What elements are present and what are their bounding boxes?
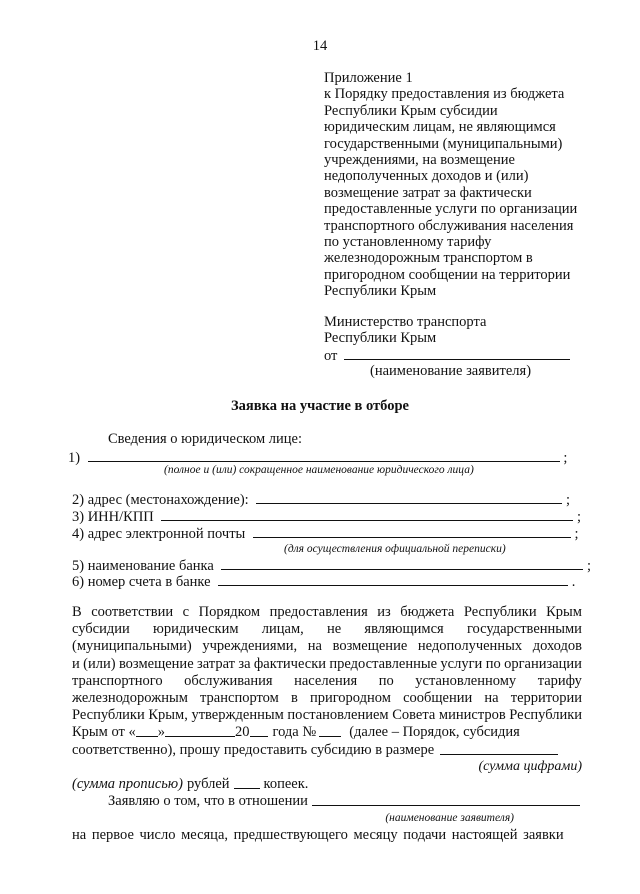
word: субсидии (72, 621, 130, 638)
appendix-line: государственными (муниципальными) (324, 135, 563, 152)
appendix-line: железнодорожным транспортом в (324, 250, 533, 267)
addressee-line: Республики Крым (324, 330, 437, 347)
word: предоставленные (329, 655, 438, 672)
bank-name-field[interactable] (221, 557, 583, 570)
applicant-hint: (наименование заявителя) (385, 812, 514, 825)
text-run: года № (272, 724, 317, 741)
month-field[interactable] (165, 724, 235, 737)
paragraph-line (72, 707, 582, 724)
from-hint: (наименование заявителя) (370, 363, 532, 380)
addressee-line: Министерство транспорта (324, 314, 487, 330)
paragraph-line (72, 621, 582, 638)
email-field[interactable] (253, 525, 571, 538)
appendix-line: учреждениями, на возмещение (324, 151, 515, 168)
paragraph-line (72, 690, 582, 707)
text-run: на первое число месяца, предшествующего месяцу подачи настоящей заявки (72, 827, 564, 844)
word: являющимся (364, 621, 444, 638)
field-4-row (72, 525, 579, 543)
paragraph-line (72, 793, 582, 810)
field-4-label: 4) адрес электронной почты (72, 526, 246, 542)
word: транспортом (200, 689, 279, 706)
appendix-line: возмещение затрат за фактически (324, 184, 532, 201)
appendix-line: юридическим лицам, не являющимся (324, 119, 556, 136)
appendix-line: по установленному тарифу (324, 233, 492, 250)
period: . (571, 574, 576, 590)
from-row (324, 347, 614, 363)
paragraph-line (72, 776, 582, 793)
word: установленному (415, 672, 517, 689)
addressee-block (324, 314, 614, 380)
address-field[interactable] (256, 491, 562, 504)
appendix-line: предоставленные услуги по организации (324, 201, 578, 218)
appendix-header (324, 70, 614, 299)
word: не (326, 621, 342, 638)
word: тарифу (537, 672, 582, 689)
appendix-line: Республики Крым субсидии (324, 102, 498, 119)
word: Республики (463, 604, 537, 620)
subsidy-amount-digits-field[interactable] (440, 742, 558, 755)
word: по (485, 655, 501, 672)
field-1-label: 1) (68, 450, 81, 466)
text-run: » (157, 724, 165, 741)
word: обслуживания (184, 672, 273, 689)
semicolon: ; (565, 492, 570, 508)
legal-entity-name-field[interactable] (88, 449, 560, 462)
paragraph-line (72, 604, 582, 621)
paragraph-line (72, 742, 582, 759)
field-3-label: 3) ИНН/КПП (72, 509, 154, 525)
semicolon: ; (577, 509, 582, 525)
appendix-line: пригородном сообщении на территории (324, 266, 571, 283)
word: (муниципальными) (72, 638, 192, 655)
appendix-line: к Порядку предоставления из бюджета (324, 86, 565, 103)
field-2-label: 2) адрес (местонахождение): (72, 492, 249, 508)
field-6-label: 6) номер счета в банке (72, 574, 211, 590)
resolution-number-field[interactable] (319, 724, 341, 737)
word: фактически (253, 655, 327, 672)
word: из (377, 604, 391, 620)
word: предоставления (269, 604, 368, 620)
word: пригородном (309, 689, 391, 706)
text-run: Республики Крым, утвержденным постановлением Совета министров Республики (72, 707, 583, 724)
application-paragraph (72, 604, 582, 845)
field-2-row (72, 491, 570, 509)
year-field[interactable] (250, 724, 268, 737)
appendix-line: недополученных доходов и (или) (324, 168, 529, 185)
appendix-line: Приложение 1 (324, 70, 413, 86)
word: В (72, 604, 82, 620)
text-run: 20 (235, 724, 250, 741)
word: на (307, 638, 322, 655)
word: государственными (466, 621, 582, 638)
word: сообщении (403, 689, 473, 706)
text-run: соответственно), прошу предоставить субсидию в размере (72, 741, 435, 758)
from-label: от (324, 347, 338, 364)
word: возмещение (332, 638, 408, 655)
word: затрат (197, 655, 235, 672)
paragraph-line (72, 724, 582, 741)
word: Порядком (198, 604, 261, 620)
kopecks-field[interactable] (234, 776, 260, 789)
word: транспортного (72, 672, 163, 689)
inn-kpp-field[interactable] (161, 508, 573, 521)
applicant-name-field[interactable] (344, 347, 570, 360)
word: лицам, (261, 621, 304, 638)
word: территории (510, 689, 582, 706)
word: с (182, 604, 190, 620)
semicolon: ; (574, 526, 579, 542)
word: соответствии (91, 604, 174, 620)
word: бюджета (400, 604, 455, 620)
field-3-row (72, 508, 581, 526)
paragraph-line (72, 810, 582, 827)
word: населения (294, 672, 358, 689)
semicolon: ; (563, 450, 568, 466)
text-run: (сумма прописью) (72, 775, 183, 792)
semicolon: ; (587, 558, 592, 574)
word: по (378, 672, 394, 689)
text-run: Заявляю о том, что в отношении (108, 793, 308, 810)
paragraph-line (72, 827, 582, 844)
page-number: 14 (312, 38, 328, 54)
word: недополученных (417, 638, 523, 655)
paragraph-line (72, 759, 582, 776)
field-4-hint: (для осуществления официальной переписки) (284, 543, 506, 555)
document-title: Заявка на участие в отборе (231, 398, 409, 414)
word: услуги (440, 655, 483, 672)
word: юридическим (153, 621, 239, 638)
text-run: копеек. (263, 775, 309, 792)
word: организации (504, 655, 582, 672)
applicant-name-inline-field[interactable] (312, 793, 580, 806)
word: доходов (532, 638, 582, 655)
appendix-line: Республики Крым (324, 283, 437, 300)
field-1-hint: (полное и (или) сокращенное наименование юридического лица) (164, 464, 474, 476)
word: возмещение (118, 655, 194, 672)
paragraph-line (72, 673, 582, 690)
paragraph-line (72, 638, 582, 655)
word: в (290, 689, 298, 706)
word: на (484, 689, 499, 706)
word: (или) (83, 655, 116, 672)
text-run: (далее – Порядок, субсидия (349, 724, 520, 741)
field-5-label: 5) наименование банка (72, 558, 214, 574)
word: Крым (546, 604, 582, 620)
field-5-row (72, 557, 591, 575)
field-6-row (72, 573, 575, 591)
word: учреждениями, (202, 638, 298, 655)
bank-account-field[interactable] (218, 573, 568, 586)
text-run: рублей (186, 775, 230, 792)
word: железнодорожным (72, 689, 188, 706)
day-field[interactable] (136, 724, 158, 737)
text-run: Крым от « (72, 724, 136, 741)
appendix-line: транспортного обслуживания населения (324, 217, 574, 234)
sum-digits-hint: (сумма цифрами) (478, 758, 582, 774)
legal-info-label: Сведения о юридическом лице: (108, 431, 302, 447)
paragraph-line (72, 656, 582, 673)
word: за (238, 655, 251, 672)
word: и (72, 655, 80, 672)
